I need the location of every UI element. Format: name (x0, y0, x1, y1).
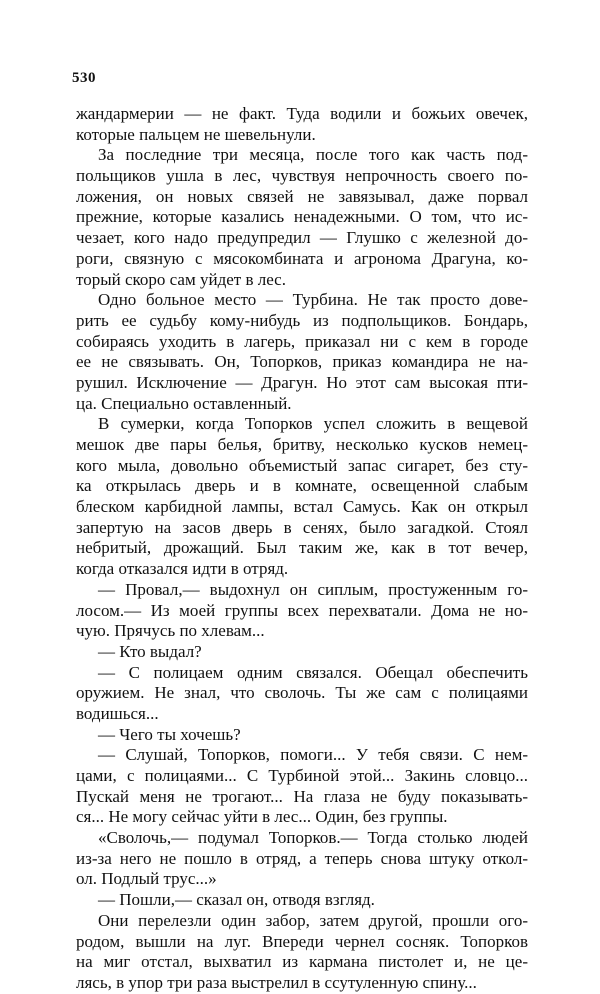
text-line: чезает, кого надо предупредил — Глушко с железной до- (76, 228, 528, 248)
text-line: — Провал,— выдохнул он сиплым, простуженным го- (98, 579, 528, 599)
text-line: Одно больное место — Турбина. Не так просто дове- (98, 290, 528, 310)
text-line: на миг отстал, выхватил из кармана пистолет и, не це- (76, 952, 528, 972)
text-line: мешок две пары белья, бритву, несколько кусков немец- (76, 435, 528, 454)
text-line: водишься... (76, 703, 159, 723)
text-line: кого мыла, довольно объемистый запас сигарет, без сту- (76, 455, 528, 475)
text-line: В сумерки, когда Топорков успел сложить в вещевой (98, 414, 528, 434)
text-line: ся... Не могу сейчас уйти в лес... Один, без группы. (76, 807, 448, 827)
page-body-text (76, 104, 528, 994)
text-line: «Сволочь,— подумал Топорков.— Тогда столько людей (98, 828, 528, 848)
text-line: лясь, в упор три раза выстрелил в ссутуленную спину... (76, 972, 477, 992)
text-line: цами, с полицаями... С Турбиной этой... Закинь словцо... (76, 766, 528, 785)
text-line: прежние, которые казались ненадежными. О том, что ис- (76, 207, 528, 227)
text-line: ка открылась дверь и в комнате, освещенной слабым (76, 476, 528, 496)
text-line: ее не связывать. Он, Топорков, приказ командира не на- (76, 352, 528, 372)
paragraph (76, 725, 528, 746)
paragraph (76, 145, 528, 290)
text-line: оружием. Не знал, что сволочь. Ты же сам с полицаями (76, 683, 528, 703)
paragraph (76, 104, 528, 145)
text-line: жандармерии — не факт. Туда водили и божьих овечек, (76, 104, 528, 123)
page-number: 530 (72, 70, 96, 86)
paragraph (76, 911, 528, 994)
text-line: небритый, дрожащий. Был таким же, как в тот вечер, (76, 538, 528, 558)
paragraph (76, 414, 528, 580)
text-line: лосом.— Из моей группы всех перехватали. Дома не но- (76, 600, 528, 620)
text-line: родом, вышли на луг. Впереди чернел сосняк. Топорков (76, 931, 528, 951)
text-line: чую. Прячусь по хлевам... (76, 621, 265, 641)
text-line: рить ее судьбу кому-нибудь из подпольщиков. Бондарь, (76, 310, 528, 330)
text-line: когда отказался идти в отряд. (76, 559, 289, 579)
text-line: — Кто выдал? (98, 641, 202, 661)
text-line: которые пальцем не шевельнули. (76, 124, 316, 144)
text-line: — С полицаем одним связался. Обещал обеспечить (98, 662, 528, 682)
text-line: ол. Подлый трус...» (76, 869, 217, 889)
paragraph (76, 580, 528, 642)
paragraph (76, 890, 528, 911)
text-line: ложения, он новых связей не завязывал, даже порвал (76, 186, 528, 206)
text-line: польщиков ушла в лес, чувствуя непрочность своего по- (76, 166, 528, 186)
text-line: — Чего ты хочешь? (98, 724, 241, 744)
text-line: запертую на засов дверь в сенях, было загадкой. Стоял (76, 517, 528, 537)
text-line: За последние три месяца, после того как часть под- (98, 145, 528, 165)
paragraph (76, 828, 528, 890)
text-line: ца. Специально оставленный. (76, 393, 292, 413)
paragraph (76, 663, 528, 725)
text-line: Они перелезли один забор, затем другой, прошли ого- (98, 910, 528, 930)
text-line: роги, связную с мясокомбината и агронома Драгуна, ко- (76, 248, 528, 268)
text-line: блеском карбидной лампы, встал Самусь. Как он открыл (76, 497, 528, 517)
text-line: рушил. Исключение — Драгун. Но этот сам высокая пти- (76, 372, 528, 392)
text-line: — Слушай, Топорков, помоги... У тебя связи. С нем- (98, 745, 528, 765)
text-line: из-за него не пошло в отряд, а теперь снова штуку откол- (76, 848, 528, 868)
text-line: Пускай меня не трогают... На глаза не буду показывать- (76, 786, 528, 806)
text-line: — Пошли,— сказал он, отводя взгляд. (98, 890, 375, 910)
paragraph (76, 745, 528, 828)
paragraph (76, 642, 528, 663)
text-line: собираясь уходить в лагерь, приказал ни с кем в городе (76, 331, 528, 351)
paragraph (76, 290, 528, 414)
text-line: торый скоро сам уйдет в лес. (76, 269, 286, 289)
